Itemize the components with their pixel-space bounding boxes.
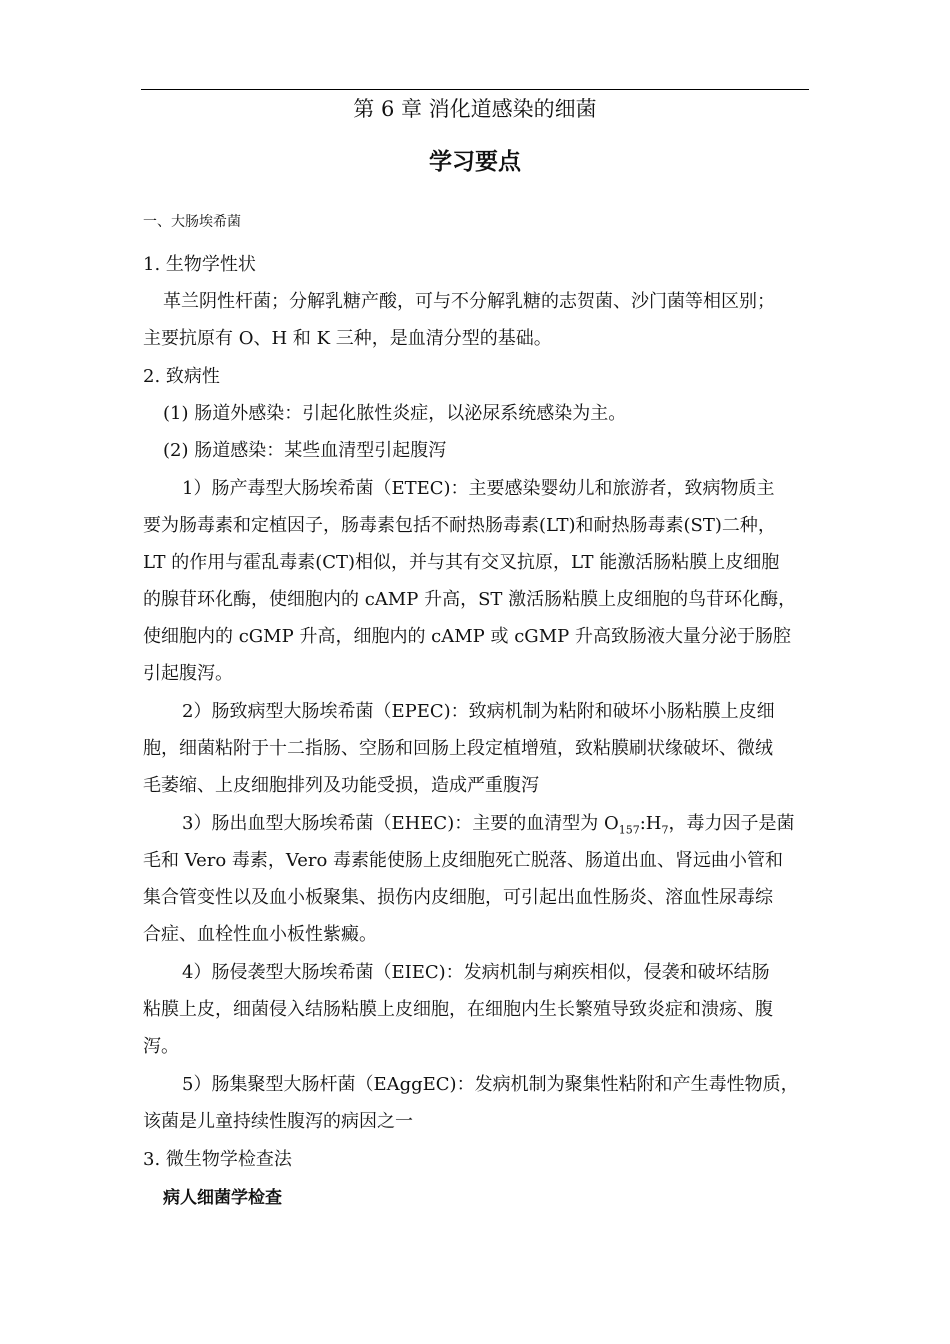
subsection-microbiology: 3. 微生物学检查法 [143,1149,292,1170]
paragraph-line: 毛和 Vero 毒素，Vero 毒素能使肠上皮细胞死亡脱落、肠道出血、肾远曲小管和 [143,850,784,871]
paragraph-line: 要为肠毒素和定植因子，肠毒素包括不耐热肠毒素(LT)和耐热肠毒素(ST)二种， [143,515,776,536]
paragraph-line: 4）肠侵袭型大肠埃希菌（EIEC)：发病机制与痢疾相似，侵袭和破坏结肠 [182,962,770,983]
subsection-pathogenicity: 2. 致病性 [143,366,220,387]
section-heading: 学习要点 [429,149,521,175]
paragraph-line: 合症、血栓性血小板性紫癜。 [143,924,377,945]
paragraph-line: 1）肠产毒型大肠埃希菌（ETEC)：主要感染婴幼儿和旅游者，致病物质主 [182,478,775,499]
paragraph-line: 2）肠致病型大肠埃希菌（EPEC)：致病机制为粘附和破坏小肠粘膜上皮细 [182,701,775,722]
paragraph-line: (1) 肠道外感染：引起化脓性炎症，以泌尿系统感染为主。 [163,403,627,424]
paragraph-line: 5）肠集聚型大肠杆菌（EAggEC)：发病机制为聚集性粘附和产生毒性物质， [182,1074,799,1095]
paragraph-line: 泻。 [143,1036,179,1057]
subsection-biology: 1. 生物学性状 [143,254,256,275]
paragraph-line: 该菌是儿童持续性腹泻的病因之一 [143,1111,413,1132]
paragraph-line: 使细胞内的 cGMP 升高，细胞内的 cAMP 或 cGMP 升高致肠液大量分泌于肠腔 [143,626,791,647]
section-title-ecoli: 一、大肠埃希菌 [143,214,241,230]
chapter-title: 第 6 章 消化道感染的细菌 [353,97,597,121]
paragraph-line: 3）肠出血型大肠埃希菌（EHEC)：主要的血清型为 $O_{157}:H_7$，毒力因子是菌 [182,813,795,837]
paragraph-line: 主要抗原有 O、H 和 K 三种，是血清分型的基础。 [143,328,552,349]
paragraph-line: 引起腹泻。 [143,663,233,684]
paragraph-line: 毛萎缩、上皮细胞排列及功能受损，造成严重腹泻 [143,775,539,796]
paragraph-line: 胞，细菌粘附于十二指肠、空肠和回肠上段定植增殖，致粘膜刷状缘破坏、微绒 [143,738,773,759]
paragraph-line: 的腺苷环化酶，使细胞内的 cAMP 升高，ST 激活肠粘膜上皮细胞的鸟苷环化酶， [143,589,797,610]
paragraph-line: 集合管变性以及血小板聚集、损伤内皮细胞，可引起出血性肠炎、溶血性尿毒综 [143,887,773,908]
paragraph-line: (2) 肠道感染：某些血清型引起腹泻 [163,440,447,461]
paragraph-line: 粘膜上皮，细菌侵入结肠粘膜上皮细胞，在细胞内生长繁殖导致炎症和溃疡、腹 [143,999,773,1020]
subheading-bacteriology: 病人细菌学检查 [163,1188,282,1208]
paragraph-line: LT 的作用与霍乱毒素(CT)相似，并与其有交叉抗原，LT 能激活肠粘膜上皮细胞 [143,552,780,573]
paragraph-line: 革兰阴性杆菌；分解乳糖产酸，可与不分解乳糖的志贺菌、沙门菌等相区别； [163,291,775,312]
header-rule [141,89,809,90]
